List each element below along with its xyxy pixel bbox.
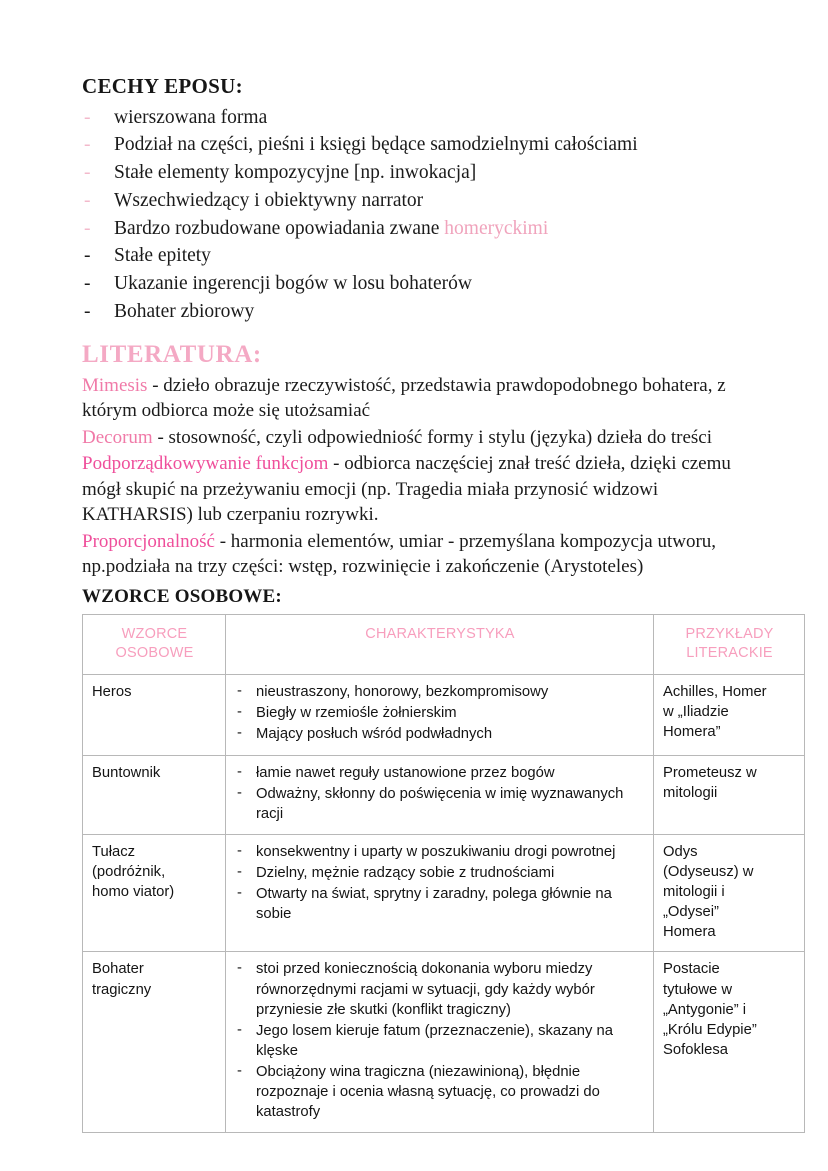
- trait-text: konsekwentny i uparty w poszukiwaniu drogi powrotnej: [256, 843, 616, 860]
- cechy-eposu-list: [82, 104, 782, 326]
- list-item: [82, 298, 782, 326]
- trait-list: [235, 959, 645, 1122]
- dash-bullet-icon: -: [84, 300, 91, 322]
- trait-text: Jego losem kieruje fatum (przeznaczenie), skazany na klęske: [256, 1022, 613, 1059]
- cell-text-line: Heros: [92, 684, 132, 701]
- cell-text-line: (podróżnik,: [92, 864, 166, 881]
- trait-item: [235, 1062, 645, 1122]
- section-literatura: [82, 340, 772, 581]
- dash-bullet-icon: -: [237, 704, 242, 721]
- cell-text-line: mitologii: [663, 784, 718, 801]
- literatura-definition: - odbiorca naczęściej znał treść dzieła, dzięki czemu mógł skupić na przeżywaniu emocji (np. Tragedia miała przynosić widzowi KATHARSIS) lub czerpaniu rozrywki.: [82, 453, 731, 526]
- list-item: [82, 242, 782, 270]
- dash-bullet-icon: -: [237, 864, 242, 881]
- literatura-entry: [82, 451, 772, 527]
- dash-bullet-icon: -: [84, 272, 91, 294]
- table-header-row: [83, 615, 805, 675]
- cell-text-line: Homera”: [663, 724, 721, 741]
- column-header-line: WZORCE: [121, 626, 188, 642]
- trait-item: [235, 703, 645, 723]
- dash-bullet-icon: -: [237, 842, 242, 859]
- cell-text-line: w „Iliadzie: [663, 704, 729, 721]
- cell-text-line: tytułowe w: [663, 981, 733, 998]
- trait-text: Mający posłuch wśród podwładnych: [256, 726, 493, 743]
- cell-text-line: Bohater: [92, 961, 144, 978]
- list-item-text: Ukazanie ingerencji bogów w losu bohaterów: [114, 272, 472, 294]
- literatura-term: Proporcjonalność: [82, 530, 215, 552]
- cell-text-line: Postacie: [663, 961, 720, 978]
- dash-bullet-icon: -: [84, 106, 91, 128]
- literatura-heading: LITERATURA:: [82, 341, 262, 368]
- wzorce-osobowe-heading: WZORCE OSOBOWE:: [82, 586, 282, 607]
- literatura-entries: [82, 373, 772, 580]
- list-item-text: Bardzo rozbudowane opowiadania zwane: [114, 217, 445, 239]
- cell-charakterystyka: [226, 675, 654, 755]
- cell-text-line: Achilles, Homer: [663, 684, 767, 701]
- list-item-text: Wszechwiedzący i obiektywny narrator: [114, 189, 424, 211]
- trait-item: [235, 884, 645, 924]
- trait-text: Odważny, skłonny do poświęcenia w imię wyznawanych racji: [256, 785, 624, 822]
- column-header-wzorce-osobowe: [83, 615, 226, 675]
- dash-bullet-icon: -: [84, 245, 91, 267]
- cell-text-line: Tułacz: [92, 843, 136, 860]
- table-row: [83, 675, 805, 755]
- trait-text: łamie nawet reguły ustanowione przez bogów: [256, 764, 555, 781]
- list-item: [82, 187, 782, 215]
- list-item-text: wierszowana forma: [114, 106, 268, 128]
- dash-bullet-icon: -: [237, 960, 242, 977]
- cell-text-line: (Odyseusz) w: [663, 864, 754, 881]
- cell-text-line: tragiczny: [92, 981, 152, 998]
- cell-wzorzec-type: [83, 755, 226, 834]
- cell-wzorzec-type: [83, 675, 226, 755]
- cell-wzorzec-type: [83, 834, 226, 952]
- trait-list: [235, 682, 645, 744]
- section-wzorce-osobowe: [82, 586, 774, 1133]
- cell-charakterystyka: [226, 755, 654, 834]
- literatura-definition: - harmonia elementów, umiar - przemyślana kompozycja utworu, np.podziała na trzy części: wstęp, rozwinięcie i zakończenie (Arystoteles): [82, 530, 717, 578]
- dash-bullet-icon: -: [84, 217, 91, 239]
- literatura-term: Decorum: [82, 426, 153, 448]
- table-body: [83, 675, 805, 1133]
- list-item-text: Stałe epitety: [114, 245, 211, 267]
- cechy-eposu-heading: CECHY EPOSU:: [82, 74, 243, 98]
- cell-text-line: Buntownik: [92, 764, 161, 781]
- trait-item: [235, 959, 645, 1019]
- cell-przyklady-literackie: [654, 675, 805, 755]
- literatura-definition: - dzieło obrazuje rzeczywistość, przedstawia prawdopodobnego bohatera, z którym odbiorca może się utożsamiać: [82, 375, 726, 422]
- cell-text-line: mitologii i: [663, 884, 725, 901]
- trait-item: [235, 784, 645, 824]
- trait-item: [235, 724, 645, 744]
- column-header-line: LITERACKIE: [686, 645, 773, 662]
- cell-text-line: „Antygonie” i: [663, 1001, 747, 1018]
- trait-text: Biegły w rzemiośle żołnierskim: [256, 705, 457, 722]
- trait-text: stoi przed koniecznością dokonania wyboru miedzy równorzędnymi racjami w sytuacji, gdy każdy wybór przyniesie złe skutki (konflikt tragiczny): [256, 961, 595, 1018]
- table-head: [83, 615, 805, 675]
- literatura-term: Podporządkowywanie funkcjom: [82, 453, 329, 475]
- list-item: [82, 131, 782, 159]
- column-header-przyklady-literackie: [654, 615, 805, 675]
- trait-text: Otwarty na świat, sprytny i zaradny, polega głównie na sobie: [256, 886, 612, 923]
- dash-bullet-icon: -: [84, 134, 91, 156]
- trait-text: nieustraszony, honorowy, bezkompromisowy: [256, 684, 549, 701]
- trait-list: [235, 763, 645, 824]
- dash-bullet-icon: -: [237, 885, 242, 902]
- cell-text-line: homo viator): [92, 884, 175, 901]
- trait-item: [235, 1021, 645, 1061]
- literatura-entry: [82, 373, 772, 424]
- table-row: [83, 952, 805, 1133]
- cell-przyklady-literackie: [654, 952, 805, 1133]
- cell-text-line: Sofoklesa: [663, 1041, 728, 1058]
- trait-item: [235, 763, 645, 783]
- literatura-definition: - stosowność, czyli odpowiedniość formy i stylu (języka) dzieła do treści: [152, 426, 713, 448]
- list-item-text: Stałe elementy kompozycyjne [np. inwokacja]: [114, 162, 477, 184]
- trait-text: Dzielny, mężnie radzący sobie z trudnościami: [256, 865, 555, 882]
- column-header-line: PRZYKŁADY: [685, 626, 774, 642]
- table-row: [83, 755, 805, 834]
- table-row: [83, 834, 805, 952]
- list-item-text: Podział na części, pieśni i księgi będące samodzielnymi całościami: [114, 134, 638, 156]
- trait-item: [235, 842, 645, 862]
- section-cechy-eposu: [82, 74, 782, 325]
- cell-text-line: „Królu Edypie”: [663, 1021, 757, 1038]
- list-item: [82, 159, 782, 187]
- cell-text-line: Homera: [663, 924, 716, 941]
- column-header-charakterystyka: [226, 615, 654, 675]
- literatura-entry: [82, 425, 772, 450]
- wzorce-osobowe-table: [82, 614, 805, 1133]
- trait-text: Obciążony wina tragiczna (niezawinioną), błędnie rozpoznaje i ocenia własną sytuację, co prowadzi do katastrofy: [256, 1064, 600, 1121]
- dash-bullet-icon: -: [237, 683, 242, 700]
- list-item: [82, 270, 782, 298]
- dash-bullet-icon: -: [84, 189, 91, 211]
- column-header-line: OSOBOWE: [115, 645, 194, 662]
- highlighted-term: homeryckimi: [444, 217, 549, 239]
- trait-item: [235, 863, 645, 883]
- literatura-term: Mimesis: [82, 375, 148, 396]
- dash-bullet-icon: -: [237, 725, 242, 742]
- cell-przyklady-literackie: [654, 755, 805, 834]
- dash-bullet-icon: -: [84, 162, 91, 184]
- list-item: [82, 104, 782, 132]
- cell-text-line: Prometeusz w: [663, 764, 757, 781]
- list-item: [82, 215, 782, 243]
- cell-charakterystyka: [226, 952, 654, 1133]
- cell-text-line: „Odysei”: [663, 904, 719, 921]
- trait-list: [235, 842, 645, 924]
- literatura-entry: [82, 529, 772, 580]
- dash-bullet-icon: -: [237, 1021, 242, 1038]
- list-item-text: Bohater zbiorowy: [114, 300, 255, 322]
- dash-bullet-icon: -: [237, 763, 242, 780]
- column-header-line: CHARAKTERYSTYKA: [365, 626, 515, 642]
- cell-wzorzec-type: [83, 952, 226, 1133]
- cell-charakterystyka: [226, 834, 654, 952]
- cell-przyklady-literackie: [654, 834, 805, 952]
- cell-text-line: Odys: [663, 843, 698, 860]
- trait-item: [235, 682, 645, 702]
- dash-bullet-icon: -: [237, 1063, 242, 1079]
- dash-bullet-icon: -: [237, 784, 242, 801]
